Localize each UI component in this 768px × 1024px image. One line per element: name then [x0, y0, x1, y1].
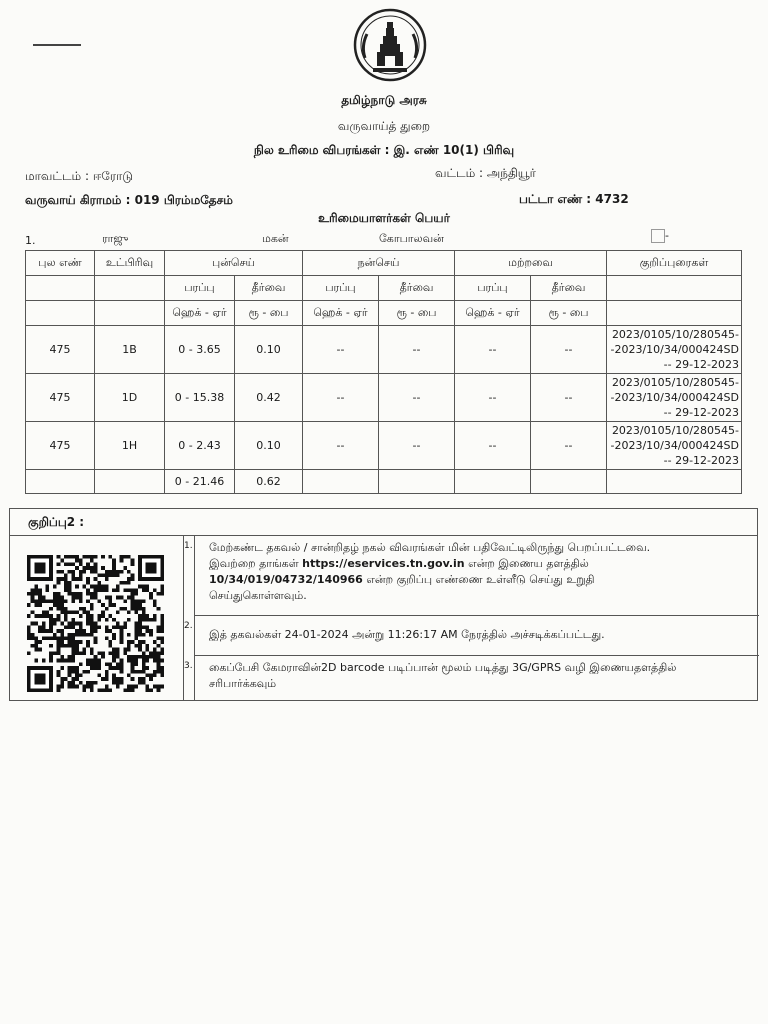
owner-relation: மகன்	[262, 232, 289, 245]
subdivision: 1D	[95, 374, 165, 422]
wet-tax-header: தீர்வை	[379, 276, 455, 301]
note-item-2: 2. இத் தகவல்கள் 24-01-2024 அன்று 11:26:17 AM நேரத்தில் அச்சடிக்கப்பட்டது.	[194, 616, 759, 656]
qr-cell	[10, 536, 184, 701]
wet-area: --	[303, 374, 379, 422]
table-subheader-row	[26, 276, 742, 301]
subdivision: 1B	[95, 326, 165, 374]
patta-number: பட்டா எண் : 4732	[519, 192, 629, 206]
qr-code-icon	[27, 555, 164, 692]
col-subdivision: உட்பிரிவு	[95, 251, 165, 276]
col-remarks: குறிப்புரைகள்	[607, 251, 742, 276]
other-area-header: பரப்பு	[455, 276, 531, 301]
tamil-nadu-emblem-icon	[351, 8, 429, 82]
dry-tax-header: தீர்வை	[235, 276, 303, 301]
survey-number: 475	[26, 326, 95, 374]
other-tax-unit: ரூ - பை	[531, 301, 607, 326]
other-tax: --	[531, 422, 607, 470]
total-dry-tax: 0.62	[235, 470, 303, 494]
survey-number: 475	[26, 422, 95, 470]
dry-tax: 0.42	[235, 374, 303, 422]
remarks-cell: 2023/0105/10/280545- -2023/10/34/000424SD -- 29-12-2023	[607, 326, 742, 374]
wet-area-unit: ஹெக் - ஏர்	[303, 301, 379, 326]
col-wet-land: நன்செய்	[303, 251, 455, 276]
dry-tax: 0.10	[235, 326, 303, 374]
other-tax: --	[531, 374, 607, 422]
taluk-label: வட்டம் : அந்தியூர்	[435, 166, 536, 180]
dry-area: 0 - 3.65	[165, 326, 235, 374]
table-total-row	[26, 470, 742, 494]
eservices-link[interactable]: https://eservices.tn.gov.in	[302, 557, 465, 570]
table-header-row	[26, 251, 742, 276]
table-units-row	[26, 301, 742, 326]
other-tax: --	[531, 326, 607, 374]
wet-tax: --	[379, 422, 455, 470]
document-title: நில உரிமை விபரங்கள் : இ. எண் 10(1) பிரிவு	[253, 143, 515, 157]
dry-area: 0 - 15.38	[165, 374, 235, 422]
note-item-1: 1. மேற்கண்ட தகவல் / சான்றிதழ் நகல் விவரங்கள் மின் பதிவேட்டிலிருந்து பெறப்பட்டவை. இவற்றை தாங்கள் https://eservices.tn.gov.in என்ற இணைய தளத்தில் 10/34/019/04732/140966 என்ற குறிப்பு எண்ணை உள்ளீடு செய்து உறுதி செய்துகொள்ளவும்.	[194, 536, 759, 616]
owner-father-name: கோபாலவன்	[379, 232, 444, 245]
other-area: --	[455, 374, 531, 422]
other-area-unit: ஹெக் - ஏர்	[455, 301, 531, 326]
wet-tax: --	[379, 374, 455, 422]
col-dry-land: புன்செய்	[165, 251, 303, 276]
table-row	[26, 374, 742, 422]
reference-number: 10/34/019/04732/140966	[209, 573, 363, 586]
dry-area: 0 - 2.43	[165, 422, 235, 470]
owner-photo-broken-icon: -	[651, 229, 669, 243]
village-label: வருவாய் கிராமம் : 019 பிரம்மதேசம்	[25, 193, 233, 207]
remarks-cell: 2023/0105/10/280545- -2023/10/34/000424SD -- 29-12-2023	[607, 422, 742, 470]
owner-name: ராஜு	[102, 232, 129, 245]
total-dry-area: 0 - 21.46	[165, 470, 235, 494]
other-area: --	[455, 326, 531, 374]
corner-mark	[33, 44, 81, 46]
notes-title: குறிப்பு2 :	[10, 509, 757, 536]
table-row	[26, 422, 742, 470]
wet-tax: --	[379, 326, 455, 374]
owners-heading: உரிமையாளர்கள் பெயர்	[318, 211, 450, 225]
survey-number: 475	[26, 374, 95, 422]
district-label: மாவட்டம் : ஈரோடு	[25, 169, 133, 183]
notes-section	[9, 508, 758, 701]
col-survey-number: புல எண்	[26, 251, 95, 276]
col-other-land: மற்றவை	[455, 251, 607, 276]
wet-tax-unit: ரூ - பை	[379, 301, 455, 326]
dry-area-unit: ஹெக் - ஏர்	[165, 301, 235, 326]
land-details-table	[25, 250, 742, 494]
wet-area: --	[303, 326, 379, 374]
dry-tax: 0.10	[235, 422, 303, 470]
note-item-3: 3. கைப்பேசி கேமராவின்2D barcode படிப்பான் மூலம் படித்து 3G/GPRS வழி இணையதளத்தில் சரிபார்க்கவும்	[194, 656, 759, 701]
subdivision: 1H	[95, 422, 165, 470]
owner-index: 1.	[25, 234, 36, 247]
dry-tax-unit: ரூ - பை	[235, 301, 303, 326]
dry-area-header: பரப்பு	[165, 276, 235, 301]
other-tax-header: தீர்வை	[531, 276, 607, 301]
department-title: வருவாய்த் துறை	[337, 119, 431, 133]
wet-area-header: பரப்பு	[303, 276, 379, 301]
other-area: --	[455, 422, 531, 470]
wet-area: --	[303, 422, 379, 470]
government-title: தமிழ்நாடு அரசு	[341, 93, 427, 107]
table-row	[26, 326, 742, 374]
remarks-cell: 2023/0105/10/280545- -2023/10/34/000424SD -- 29-12-2023	[607, 374, 742, 422]
